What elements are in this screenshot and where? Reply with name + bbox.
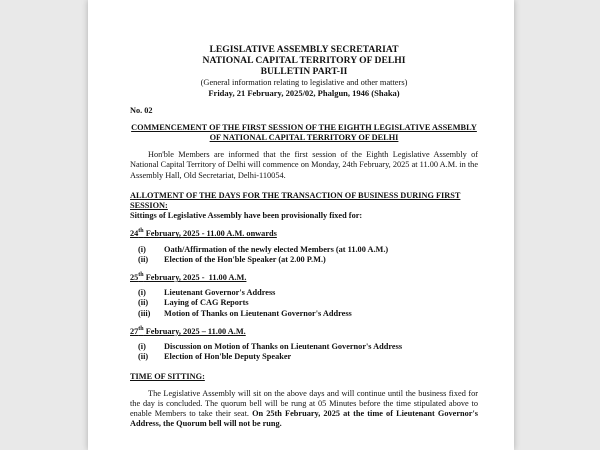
business-item-text: Oath/Affirmation of the newly elected Members (at 11.00 A.M.)	[164, 244, 389, 254]
sitting-date-text: February, 2025 – 11.00 A.M.	[143, 326, 246, 336]
sitting-date-day: 25	[130, 273, 139, 283]
header-dateline: Friday, 21 February, 2025/02, Phalgun, 1946 (Shaka)	[208, 87, 400, 98]
time-of-sitting-body	[130, 389, 478, 430]
sitting-date	[130, 229, 478, 239]
business-item-text: Laying of CAG Reports	[164, 298, 249, 308]
quorum-bell-note: On 25th February, 2025 at the time of Lieutenant Governor's Address, the Quorum bell will not be rung.	[130, 409, 478, 429]
time-of-sitting-text: The Legislative Assembly will sit on the above days and will continue until the business fixed for the day is concluded. The quorum bell will be rung at 05 Minutes before the time stipulated above to enable Members to take their seat.	[130, 388, 478, 419]
business-item-number: (i)	[138, 244, 146, 254]
commencement-body: Hon'ble Members are informed that the first session of the Eighth Legislative Assembly of National Capital Territory of Delhi will commence on Monday, 24th February, 2025 at 11.00 A.M. in the Assembly Hall, Old Secretariat, Delhi-110054.	[130, 150, 478, 180]
business-item	[130, 342, 478, 352]
sitting-date-suffix: th	[138, 272, 144, 279]
business-item	[130, 255, 478, 265]
business-item-number: (i)	[138, 288, 146, 298]
header-secretariat: LEGISLATIVE ASSEMBLY SECRETARIAT	[209, 44, 399, 55]
business-item-number: (ii)	[138, 298, 149, 308]
business-item-number: (ii)	[138, 352, 149, 362]
business-item	[130, 352, 478, 362]
sitting-date	[130, 273, 478, 283]
sitting-date	[130, 327, 478, 337]
header-subtitle: (General information relating to legislative and other matters)	[200, 77, 408, 87]
business-item-text: Election of Hon'ble Deputy Speaker	[164, 352, 292, 362]
business-item	[130, 309, 478, 319]
business-item-number: (i)	[138, 342, 146, 352]
sitting-date-day: 27	[130, 326, 139, 336]
sitting-date-suffix: th	[138, 326, 144, 333]
business-list	[130, 288, 478, 319]
allotment-intro: Sittings of Legislative Assembly have been provisionally fixed for:	[130, 211, 363, 221]
sitting-days	[130, 229, 478, 362]
sitting-date-day: 24	[130, 229, 139, 239]
business-item	[130, 245, 478, 255]
document-page	[88, 0, 514, 450]
business-item-text: Election of the Hon'ble Speaker (at 2.00 P.M.)	[164, 254, 326, 264]
business-item-text: Lieutenant Governor's Address	[164, 288, 276, 298]
business-list	[130, 342, 478, 362]
business-item-text: Discussion on Motion of Thanks on Lieutenant Governor's Address	[164, 342, 403, 352]
header-territory: NATIONAL CAPITAL TERRITORY OF DELHI	[202, 55, 406, 67]
bulletin-number: No. 02	[130, 105, 153, 115]
document-content	[130, 44, 478, 429]
allotment-title: ALLOTMENT OF THE DAYS FOR THE TRANSACTION OF BUSINESS DURING FIRST SESSION:	[130, 190, 461, 211]
business-item-number: (iii)	[138, 308, 151, 318]
business-item	[130, 288, 478, 298]
sitting-date-suffix: th	[138, 228, 144, 235]
commencement-title: COMMENCEMENT OF THE FIRST SESSION OF THE EIGHTH LEGISLATIVE ASSEMBLY OF NATIONAL CAPITAL TERRITORY OF DELHI	[131, 122, 477, 143]
header-bulletin: BULLETIN PART-II	[260, 66, 348, 78]
sitting-date-text: February, 2025 - 11.00 A.M. onwards	[143, 229, 277, 239]
business-item-number: (ii)	[138, 254, 149, 264]
business-list	[130, 245, 478, 265]
sitting-date-text: February, 2025 - 11.00 A.M.	[143, 273, 247, 283]
time-of-sitting-title: TIME OF SITTING:	[130, 372, 205, 382]
business-item-text: Motion of Thanks on Lieutenant Governor's Address	[164, 308, 352, 318]
business-item	[130, 298, 478, 308]
